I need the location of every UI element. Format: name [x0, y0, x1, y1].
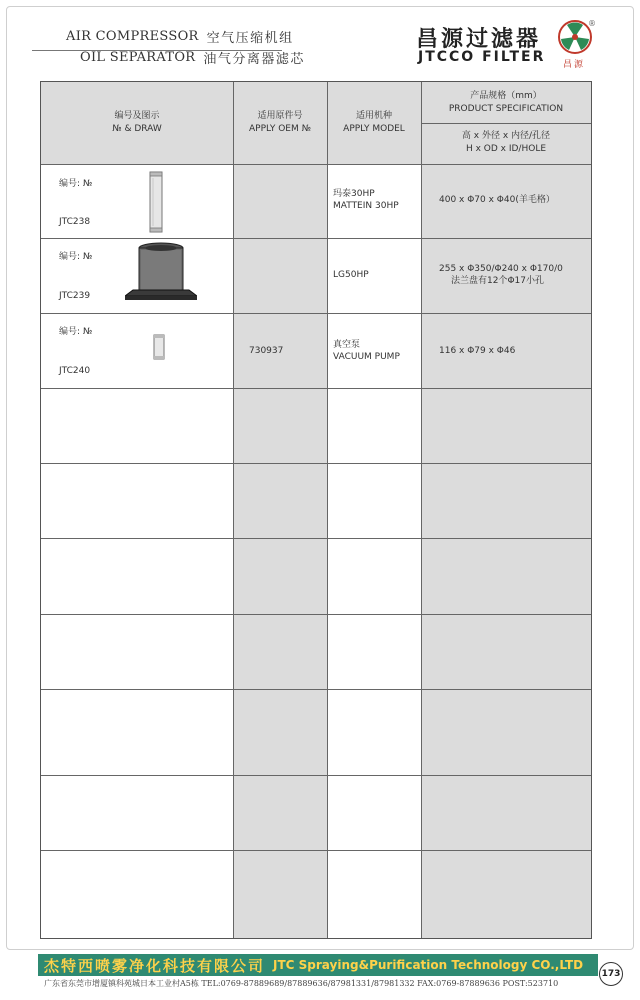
row-3-model-en: VACUUM PUMP [333, 352, 400, 362]
grid-hline [421, 123, 591, 124]
header-draw-en: № & DRAW [112, 124, 162, 134]
row-3-no-label: 编号: № [59, 327, 93, 337]
brand-name-en: JTCCO FILTER [418, 49, 546, 65]
header-spec [421, 90, 591, 116]
grid-vline [421, 82, 422, 938]
row-2-spec-2: 法兰盘有12个Φ17小孔 [451, 276, 544, 286]
grid-hline [41, 463, 591, 464]
grid-vline [327, 82, 328, 938]
page-number: 173 [599, 962, 623, 986]
header-line-2 [80, 47, 305, 67]
row-2-no-label: 编号: № [59, 252, 93, 262]
product-table [40, 81, 592, 939]
company-name-zh: 杰特西喷雾净化科技有限公司 [44, 956, 266, 975]
header-spec-zh: 产品规格（mm） [470, 91, 542, 101]
tall-cylinder-filter-icon [149, 170, 163, 234]
grid-hline [41, 388, 591, 389]
header-oem-en: APPLY OEM № [249, 124, 311, 134]
grid-hline [41, 164, 591, 165]
grid-hline [41, 614, 591, 615]
row-1-no-label: 编号: № [59, 179, 93, 189]
triangle-trefoil-logo-icon [558, 20, 592, 54]
header-oil-separator-zh: 油气分离器滤芯 [203, 51, 305, 67]
header-oem-zh: 适用原件号 [257, 111, 303, 121]
row-1-spec: 400 x Φ70 x Φ40(羊毛格） [439, 195, 555, 205]
small-cylinder-filter-icon [153, 334, 165, 360]
header-spec-sub-en: H x OD x ID/HOLE [465, 144, 547, 154]
header-oil-separator-en: OIL SEPARATOR [80, 49, 196, 65]
row-3-spec: 116 x Φ79 x Φ46 [439, 346, 516, 356]
row-1-code: JTC238 [59, 217, 91, 227]
header-spec-en: PRODUCT SPECIFICATION [448, 104, 564, 114]
row-3-code: JTC240 [59, 366, 91, 376]
header-air-compressor-en: AIR COMPRESSOR [66, 28, 199, 44]
footer-band [38, 954, 598, 976]
brand-name-zh: 昌源过滤器 [416, 27, 542, 52]
row-2-model: LG50HP [333, 270, 369, 280]
company-name-en: JTC Spraying&Purification Technology CO.,LTD [273, 958, 584, 972]
header-model [327, 110, 421, 136]
row-2-code: JTC239 [59, 291, 91, 301]
grid-hline [41, 850, 591, 851]
grid-hline [41, 775, 591, 776]
row-1-model-en: MATTEIN 30HP [333, 201, 399, 211]
header-spec-sub [421, 130, 591, 156]
grid-hline [41, 238, 591, 239]
row-3-model-zh: 真空泵 [333, 340, 361, 350]
grid-vline [233, 82, 234, 938]
header-spec-sub-zh: 高 x 外径 x 内径/孔径 [461, 131, 551, 141]
oem-column-shade [233, 164, 327, 938]
header-model-zh: 适用机种 [355, 111, 392, 121]
grid-hline [41, 689, 591, 690]
header-draw-zh: 编号及图示 [114, 111, 160, 121]
logo-caption: 昌源 [563, 60, 586, 70]
registered-mark: ® [588, 19, 596, 28]
row-1-model-zh: 玛泰30HP [333, 189, 375, 199]
company-address: 广东省东莞市增厦镇科苑城日本工业村A5栋 TEL:0769-87889689/87889636/87981331/87981332 FAX:0769-87889636 POST:523710 [44, 979, 559, 988]
flanged-separator-icon [125, 242, 197, 306]
header-draw [41, 110, 233, 136]
header-air-compressor-zh: 空气压缩机组 [206, 30, 294, 46]
header-oem [233, 110, 327, 136]
row-3-oem: 730937 [249, 346, 284, 356]
header-line-1 [66, 26, 294, 46]
header-model-en: APPLY MODEL [343, 124, 405, 134]
row-2-spec-1: 255 x Φ350/Φ240 x Φ170/0 [439, 264, 563, 274]
grid-hline [41, 538, 591, 539]
grid-hline [41, 313, 591, 314]
